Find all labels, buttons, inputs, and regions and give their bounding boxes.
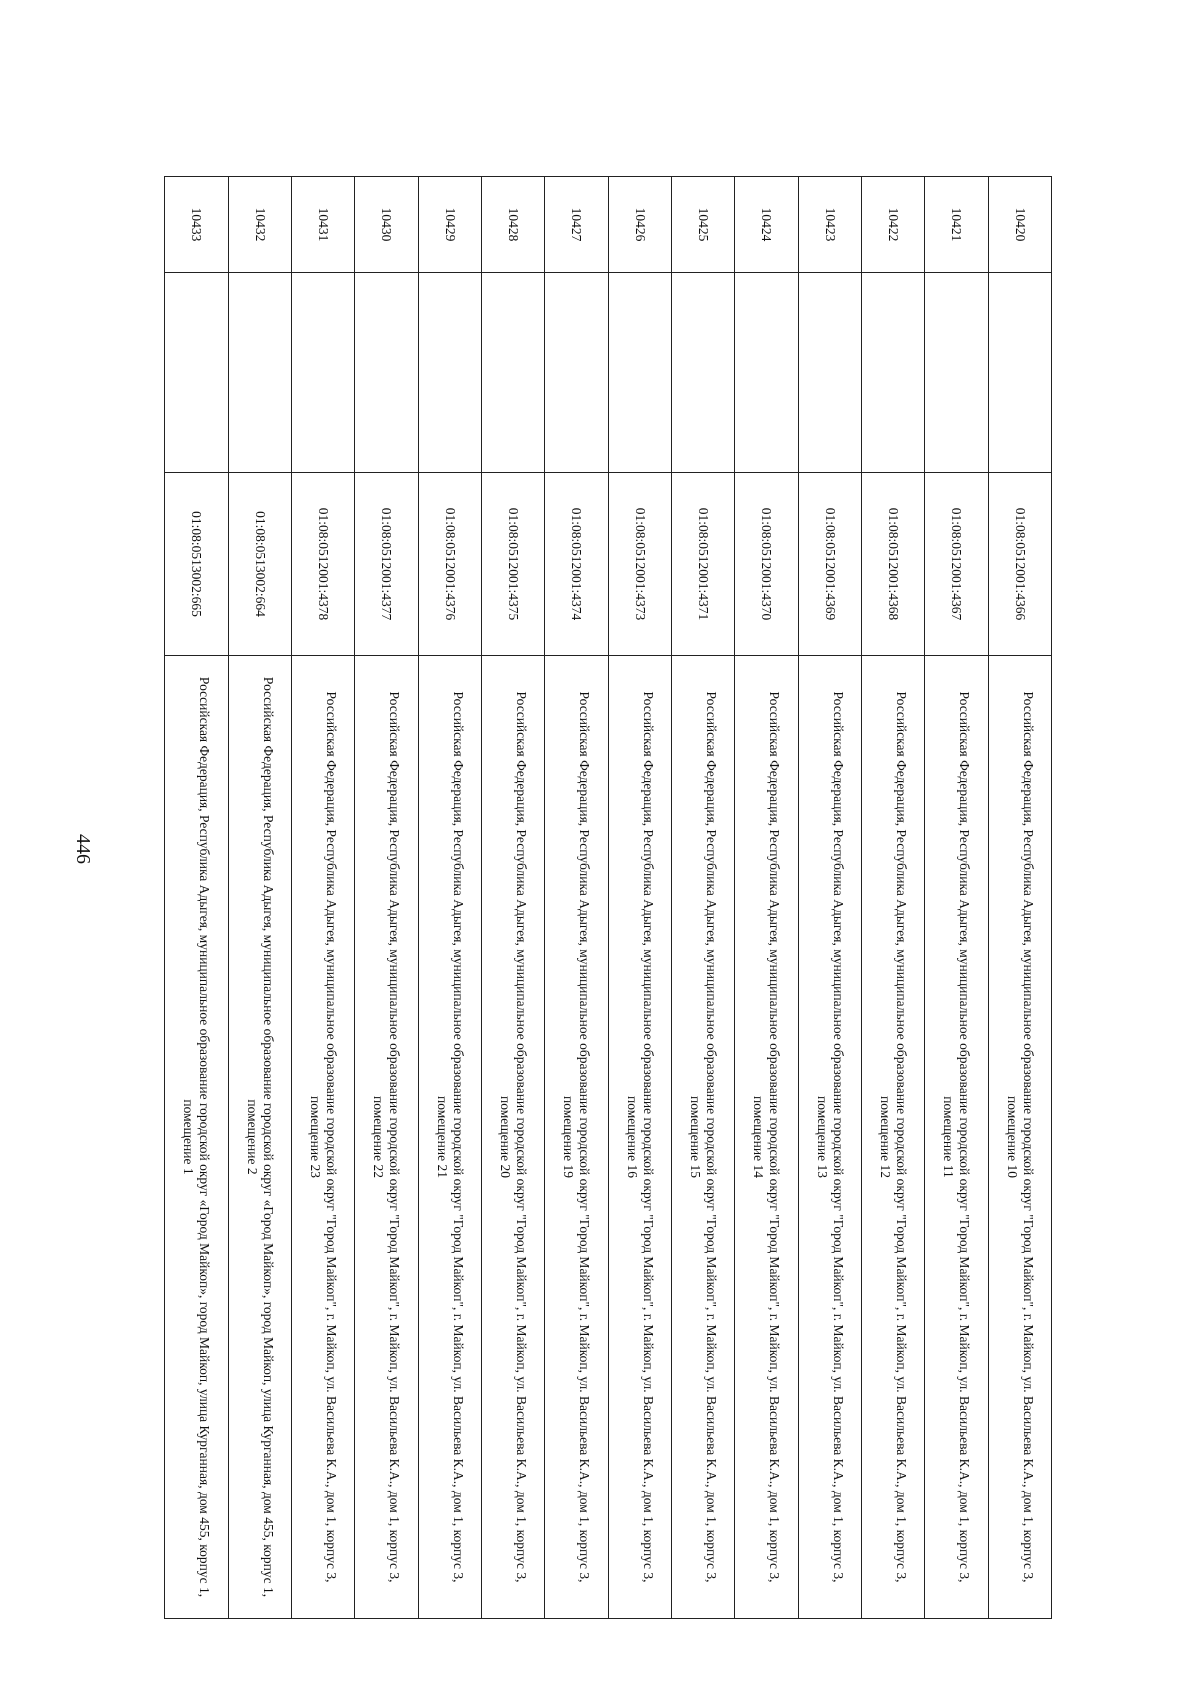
table-row — [608, 177, 671, 1619]
cadastral-number-cell: 01:08:0512001:4368 — [861, 473, 924, 656]
table-row — [798, 177, 861, 1619]
address-cell: Российская Федерация, Республика Адыгея, муниципальное образование городской округ "Город Майкоп", г. Майкоп, ул. Васильева К.А., дом 1, корпус 3, помещение 21 — [418, 656, 481, 1619]
empty-cell — [228, 273, 291, 473]
row-number-cell: 10420 — [988, 177, 1051, 273]
empty-cell — [735, 273, 798, 473]
row-number-cell: 10428 — [481, 177, 544, 273]
row-number-cell: 10424 — [735, 177, 798, 273]
address-cell: Российская Федерация, Республика Адыгея, муниципальное образование городской округ «Город Майкоп», город Майкоп, улица Курганная, дом 455, корпус 1, помещение 2 — [228, 656, 291, 1619]
table-row — [988, 177, 1051, 1619]
empty-cell — [545, 273, 608, 473]
address-cell: Российская Федерация, Республика Адыгея, муниципальное образование городской округ "Город Майкоп", г. Майкоп, ул. Васильева К.А., дом 1, корпус 3, помещение 15 — [671, 656, 734, 1619]
address-cell: Российская Федерация, Республика Адыгея, муниципальное образование городской округ "Город Майкоп", г. Майкоп, ул. Васильева К.А., дом 1, корпус 3, помещение 14 — [735, 656, 798, 1619]
table-row — [735, 177, 798, 1619]
cadastral-number-cell: 01:08:0512001:4369 — [798, 473, 861, 656]
address-cell: Российская Федерация, Республика Адыгея, муниципальное образование городской округ "Город Майкоп", г. Майкоп, ул. Васильева К.А., дом 1, корпус 3, помещение 13 — [798, 656, 861, 1619]
cadastral-number-cell: 01:08:0513002:664 — [228, 473, 291, 656]
cadastral-number-cell: 01:08:0512001:4370 — [735, 473, 798, 656]
row-number-cell: 10432 — [228, 177, 291, 273]
table-row — [671, 177, 734, 1619]
address-cell: Российская Федерация, Республика Адыгея, муниципальное образование городской округ "Город Майкоп", г. Майкоп, ул. Васильева К.А., дом 1, корпус 3, помещение 20 — [481, 656, 544, 1619]
empty-cell — [988, 273, 1051, 473]
row-number-cell: 10433 — [165, 177, 229, 273]
address-cell: Российская Федерация, Республика Адыгея, муниципальное образование городской округ «Город Майкоп», город Майкоп, улица Курганная, дом 455, корпус 1, помещение 1 — [165, 656, 229, 1619]
table-row — [925, 177, 988, 1619]
table-body — [165, 177, 1052, 1619]
row-number-cell: 10429 — [418, 177, 481, 273]
table-row — [545, 177, 608, 1619]
empty-cell — [355, 273, 418, 473]
cadastral-number-cell: 01:08:0512001:4373 — [608, 473, 671, 656]
table-row — [418, 177, 481, 1619]
row-number-cell: 10430 — [355, 177, 418, 273]
row-number-cell: 10421 — [925, 177, 988, 273]
address-cell: Российская Федерация, Республика Адыгея, муниципальное образование городской округ "Город Майкоп", г. Майкоп, ул. Васильева К.А., дом 1, корпус 3, помещение 23 — [291, 656, 354, 1619]
row-number-cell: 10426 — [608, 177, 671, 273]
cadastral-number-cell: 01:08:0512001:4376 — [418, 473, 481, 656]
row-number-cell: 10423 — [798, 177, 861, 273]
empty-cell — [481, 273, 544, 473]
row-number-cell: 10427 — [545, 177, 608, 273]
table-row — [291, 177, 354, 1619]
empty-cell — [608, 273, 671, 473]
page-number: 446 — [72, 834, 94, 864]
empty-cell — [418, 273, 481, 473]
cadastral-number-cell: 01:08:0512001:4377 — [355, 473, 418, 656]
cadastral-number-cell: 01:08:0513002:665 — [165, 473, 229, 656]
address-cell: Российская Федерация, Республика Адыгея, муниципальное образование городской округ "Город Майкоп", г. Майкоп, ул. Васильева К.А., дом 1, корпус 3, помещение 10 — [988, 656, 1051, 1619]
table-row — [355, 177, 418, 1619]
address-cell: Российская Федерация, Республика Адыгея, муниципальное образование городской округ "Город Майкоп", г. Майкоп, ул. Васильева К.А., дом 1, корпус 3, помещение 16 — [608, 656, 671, 1619]
cadastral-number-cell: 01:08:0512001:4374 — [545, 473, 608, 656]
table-row — [228, 177, 291, 1619]
address-cell: Российская Федерация, Республика Адыгея, муниципальное образование городской округ "Город Майкоп", г. Майкоп, ул. Васильева К.А., дом 1, корпус 3, помещение 22 — [355, 656, 418, 1619]
empty-cell — [861, 273, 924, 473]
table-row — [165, 177, 229, 1619]
cadastral-number-cell: 01:08:0512001:4378 — [291, 473, 354, 656]
address-cell: Российская Федерация, Республика Адыгея, муниципальное образование городской округ "Город Майкоп", г. Майкоп, ул. Васильева К.А., дом 1, корпус 3, помещение 19 — [545, 656, 608, 1619]
cadastral-number-cell: 01:08:0512001:4375 — [481, 473, 544, 656]
empty-cell — [291, 273, 354, 473]
rotated-table-wrapper — [164, 176, 1052, 1618]
cadastral-number-cell: 01:08:0512001:4371 — [671, 473, 734, 656]
cadastral-number-cell: 01:08:0512001:4367 — [925, 473, 988, 656]
empty-cell — [671, 273, 734, 473]
row-number-cell: 10425 — [671, 177, 734, 273]
address-cell: Российская Федерация, Республика Адыгея, муниципальное образование городской округ "Город Майкоп", г. Майкоп, ул. Васильева К.А., дом 1, корпус 3, помещение 11 — [925, 656, 988, 1619]
registry-table — [164, 176, 1052, 1619]
empty-cell — [925, 273, 988, 473]
table-row — [481, 177, 544, 1619]
table-row — [861, 177, 924, 1619]
row-number-cell: 10422 — [861, 177, 924, 273]
empty-cell — [165, 273, 229, 473]
empty-cell — [798, 273, 861, 473]
address-cell: Российская Федерация, Республика Адыгея, муниципальное образование городской округ "Город Майкоп", г. Майкоп, ул. Васильева К.А., дом 1, корпус 3, помещение 12 — [861, 656, 924, 1619]
cadastral-number-cell: 01:08:0512001:4366 — [988, 473, 1051, 656]
row-number-cell: 10431 — [291, 177, 354, 273]
